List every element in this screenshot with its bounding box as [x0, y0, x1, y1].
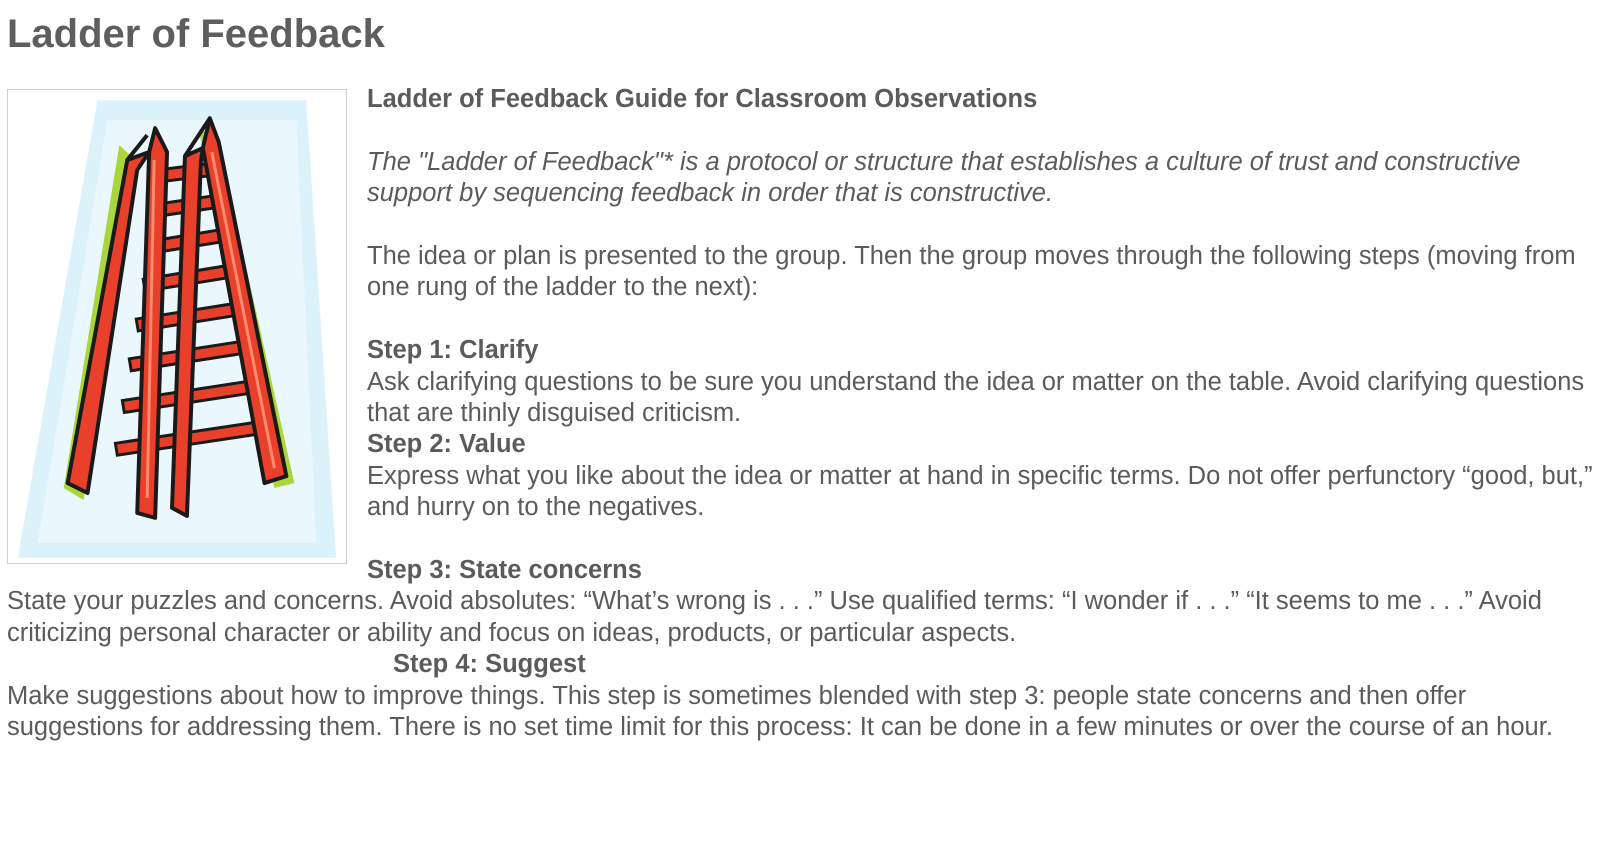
guide-heading: Ladder of Feedback Guide for Classroom Observations: [367, 85, 1038, 113]
step-3-body: State your puzzles and concerns. Avoid absolutes: “What’s wrong is . . .” Use qualified terms: “I wonder if . . .” “It seems to me . . .” Avoid criticizing personal character or ability and focus on ideas, products, or particular aspects.: [7, 587, 1542, 647]
guide-overview: The idea or plan is presented to the group. Then the group moves through the following steps (moving from one rung of the ladder to the next):: [367, 242, 1576, 302]
step-2-heading: Step 2: Value: [367, 430, 526, 459]
guide-intro: The "Ladder of Feedback"* is a protocol or structure that establishes a culture of trust and constructive support by sequencing feedback in order that is constructive.: [367, 147, 1521, 208]
guide-content: [7, 84, 1597, 743]
step-1-heading: Step 1: Clarify: [367, 336, 539, 365]
step-4-body: Make suggestions about how to improve things. This step is sometimes blended with step 3: people state concerns and then offer suggestions for addressing them. There is no set time limit for this process: It can be done in a few minutes or over the course of an hour.: [7, 681, 1553, 742]
step-3-heading: Step 3: State concerns: [367, 556, 642, 585]
step-4-heading: Step 4: Suggest: [393, 650, 586, 679]
step-2-body: Express what you like about the idea or matter at hand in specific terms. Do not offer perfunctory “good, but,” and hurry on to the negatives.: [367, 461, 1593, 522]
page-title: Ladder of Feedback: [7, 12, 385, 56]
step-1-body: Ask clarifying questions to be sure you understand the idea or matter on the table. Avoid clarifying questions that are thinly disguised criticism.: [367, 367, 1585, 428]
